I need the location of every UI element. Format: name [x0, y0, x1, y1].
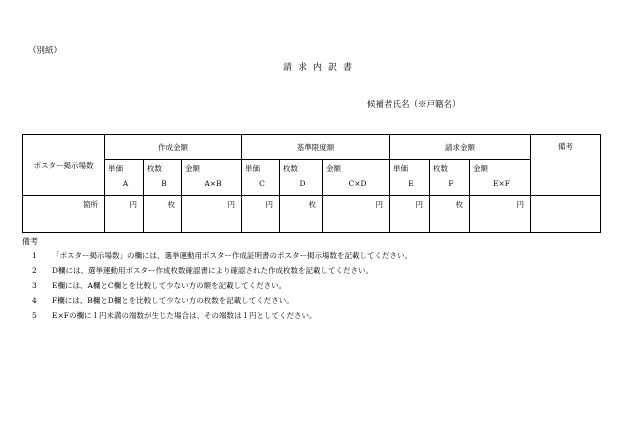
note-text: E×Fの欄に１円未満の端数が生じた場合は、その端数は１円としてください。	[52, 311, 317, 320]
note-item	[32, 250, 412, 261]
note-item	[32, 295, 294, 306]
col-label: 枚数	[283, 164, 299, 173]
note-item	[32, 310, 316, 321]
remarks-header: 備考	[531, 135, 601, 196]
col-sub: F	[448, 179, 454, 188]
col-header	[470, 160, 531, 196]
col-sub: E	[408, 179, 414, 188]
poster-count-header: ポスター掲示場数	[23, 135, 105, 196]
remarks-cell[interactable]	[531, 196, 601, 233]
note-text: E欄には、A欄とC欄とを比較して少ない方の額を記載してください。	[52, 281, 287, 290]
group-header-limit: 基準限度額	[242, 135, 390, 160]
amount-exf-cell[interactable]	[470, 196, 531, 233]
col-header	[430, 160, 470, 196]
unit-label: 円	[516, 200, 525, 209]
poster-count-cell[interactable]	[23, 196, 105, 233]
col-header	[323, 160, 390, 196]
group-header-production: 作成金額	[105, 135, 242, 160]
unit-label: 円	[375, 200, 384, 209]
notes-title: 備考	[22, 237, 38, 246]
note-number: 1	[32, 251, 37, 260]
col-sub: E×F	[493, 179, 511, 188]
col-sub: B	[161, 179, 167, 188]
col-header	[242, 160, 280, 196]
col-sub: A	[122, 179, 129, 188]
col-label: 単価	[245, 164, 261, 173]
sheets-d-cell[interactable]	[280, 196, 323, 233]
unit-label: 枚	[455, 200, 464, 209]
attachment-label: （別紙）	[28, 46, 63, 56]
col-label: 単価	[108, 164, 123, 173]
unit-label: 円	[129, 200, 137, 209]
col-header	[105, 160, 144, 196]
unit-label: 枚	[308, 200, 317, 209]
col-label: 金額	[473, 164, 489, 173]
unit-label: 円	[227, 200, 236, 209]
amount-cxd-cell[interactable]	[323, 196, 390, 233]
candidate-name-label: 候補者氏名（※戸籍名）	[367, 100, 461, 110]
col-sub: D	[299, 179, 306, 188]
col-sub: C×D	[348, 179, 367, 188]
note-text: D欄には、選挙運動用ポスター作成枚数確認書により確認された作成枚数を記載してください。	[52, 266, 374, 275]
group-header-claim: 請求金額	[390, 135, 531, 160]
col-label: 金額	[326, 164, 342, 173]
col-label: 枚数	[147, 164, 162, 173]
note-item	[32, 280, 286, 291]
note-item	[32, 265, 373, 276]
unit-label: 枚	[167, 200, 175, 209]
note-text: F欄には、B欄とD欄とを比較して少ない方の枚数を記載してください。	[52, 296, 294, 305]
col-header	[280, 160, 323, 196]
note-text: 「ポスター掲示場数」の欄には、選挙運動用ポスター作成証明書のポスター掲示場数を記載してください。	[52, 251, 412, 260]
col-label: 枚数	[433, 164, 449, 173]
col-sub: C	[259, 179, 265, 188]
col-label: 単価	[393, 164, 409, 173]
unit-price-a-cell[interactable]	[105, 196, 144, 233]
note-number: 3	[32, 281, 37, 290]
unit-label: 円	[265, 200, 274, 209]
col-header	[390, 160, 430, 196]
col-sub: A×B	[204, 179, 222, 188]
amount-axb-cell[interactable]	[182, 196, 242, 233]
unit-label: 箇所	[83, 200, 98, 209]
sheets-f-cell[interactable]	[430, 196, 470, 233]
note-number: 4	[32, 296, 37, 305]
col-header	[144, 160, 182, 196]
sheets-b-cell[interactable]	[144, 196, 182, 233]
note-number: 5	[32, 311, 37, 320]
col-label: 金額	[185, 164, 200, 173]
breakdown-table	[22, 134, 601, 233]
unit-price-c-cell[interactable]	[242, 196, 280, 233]
col-header	[182, 160, 242, 196]
unit-label: 円	[415, 200, 424, 209]
note-number: 2	[32, 266, 37, 275]
page-title: 請求内訳書	[283, 63, 359, 73]
unit-price-e-cell[interactable]	[390, 196, 430, 233]
